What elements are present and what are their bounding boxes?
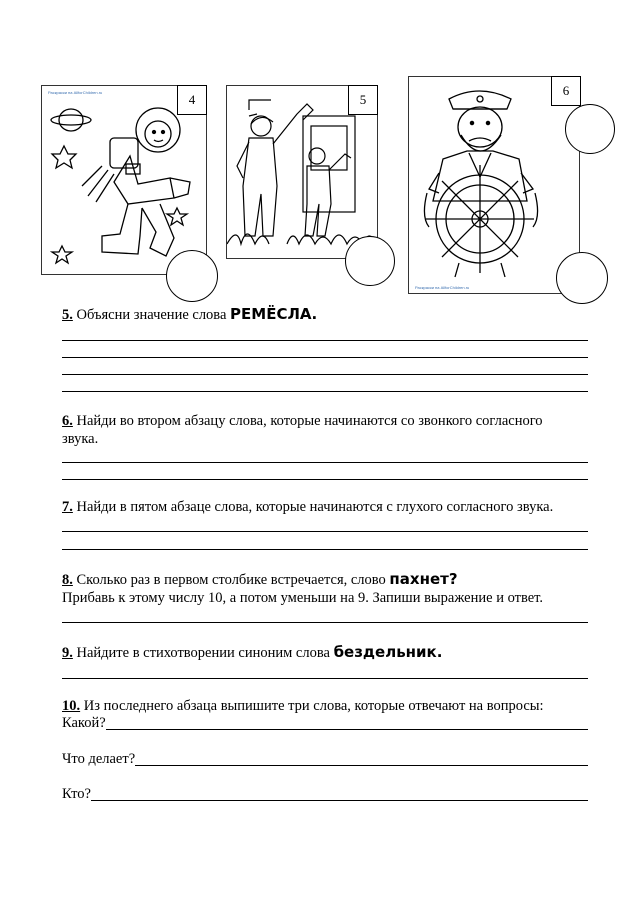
keyword: бездельник. [333, 643, 443, 661]
sea-captain-icon [409, 77, 579, 293]
question-5 [62, 305, 317, 325]
watermark-text: Раскраски на AllforChildren.ru [415, 285, 470, 290]
prompt-does: Что делает? [62, 751, 136, 767]
question-number: 6. [62, 413, 73, 429]
answer-which [62, 714, 588, 733]
keyword: пахнет? [389, 570, 458, 588]
answer-line[interactable] [62, 462, 588, 463]
question-number: 7. [62, 499, 73, 515]
question-text: Из последнего абзаца выпишите три слова, которые отвечают на вопросы: [80, 698, 544, 714]
answer-line[interactable] [62, 531, 588, 532]
question-8 [62, 570, 458, 590]
prompt-which: Какой? [62, 715, 106, 731]
question-text: звука. [62, 431, 99, 447]
question-text: Найди в пятом абзаце слова, которые начинаются с глухого согласного звука. [72, 499, 554, 515]
question-6-line2 [62, 430, 98, 449]
answer-line[interactable] [62, 374, 588, 375]
picture-number-6: 6 [551, 76, 581, 106]
question-6 [62, 412, 543, 431]
keyword: РЕМЁСЛА. [230, 305, 318, 323]
answer-line[interactable] [62, 622, 588, 623]
picture-captain [408, 76, 580, 294]
picture-number-4: 4 [177, 85, 207, 115]
question-9 [62, 643, 442, 663]
answer-circle-4[interactable] [166, 250, 218, 302]
answer-line[interactable] [62, 549, 588, 550]
answer-line[interactable] [91, 785, 588, 801]
question-number: 8. [62, 572, 73, 588]
question-text: Найди во втором абзацу слова, которые начинаются со звонкого согласного [72, 413, 543, 429]
answer-line[interactable] [62, 678, 588, 679]
prompt-who: Кто? [62, 786, 91, 802]
answer-line[interactable] [62, 391, 588, 392]
answer-does [62, 750, 588, 769]
question-number: 5. [62, 307, 73, 323]
answer-circle-6[interactable] [556, 252, 608, 304]
answer-line[interactable] [62, 340, 588, 341]
question-number: 9. [62, 645, 73, 661]
question-text: Прибавь к этому числу 10, а потом уменьши на 9. Запиши выражение и ответ. [62, 590, 544, 606]
answer-line[interactable] [62, 479, 588, 480]
answer-circle-5[interactable] [345, 236, 395, 286]
question-number: 10. [62, 698, 81, 714]
question-text: Сколько раз в первом столбике встречается, слово [72, 572, 390, 588]
question-text: Найдите в стихотворении синоним слова [72, 645, 334, 661]
answer-line[interactable] [62, 357, 588, 358]
answer-circle-6-top[interactable] [565, 104, 615, 154]
answer-line[interactable] [135, 750, 588, 766]
picture-number-5: 5 [348, 85, 378, 115]
question-7 [62, 498, 553, 517]
answer-who [62, 785, 588, 804]
answer-line[interactable] [106, 714, 588, 730]
question-text: Объясни значение слова [72, 307, 231, 323]
question-8-line2 [62, 589, 543, 608]
watermark-text: Раскраски на AllforChildren.ru [48, 90, 103, 95]
